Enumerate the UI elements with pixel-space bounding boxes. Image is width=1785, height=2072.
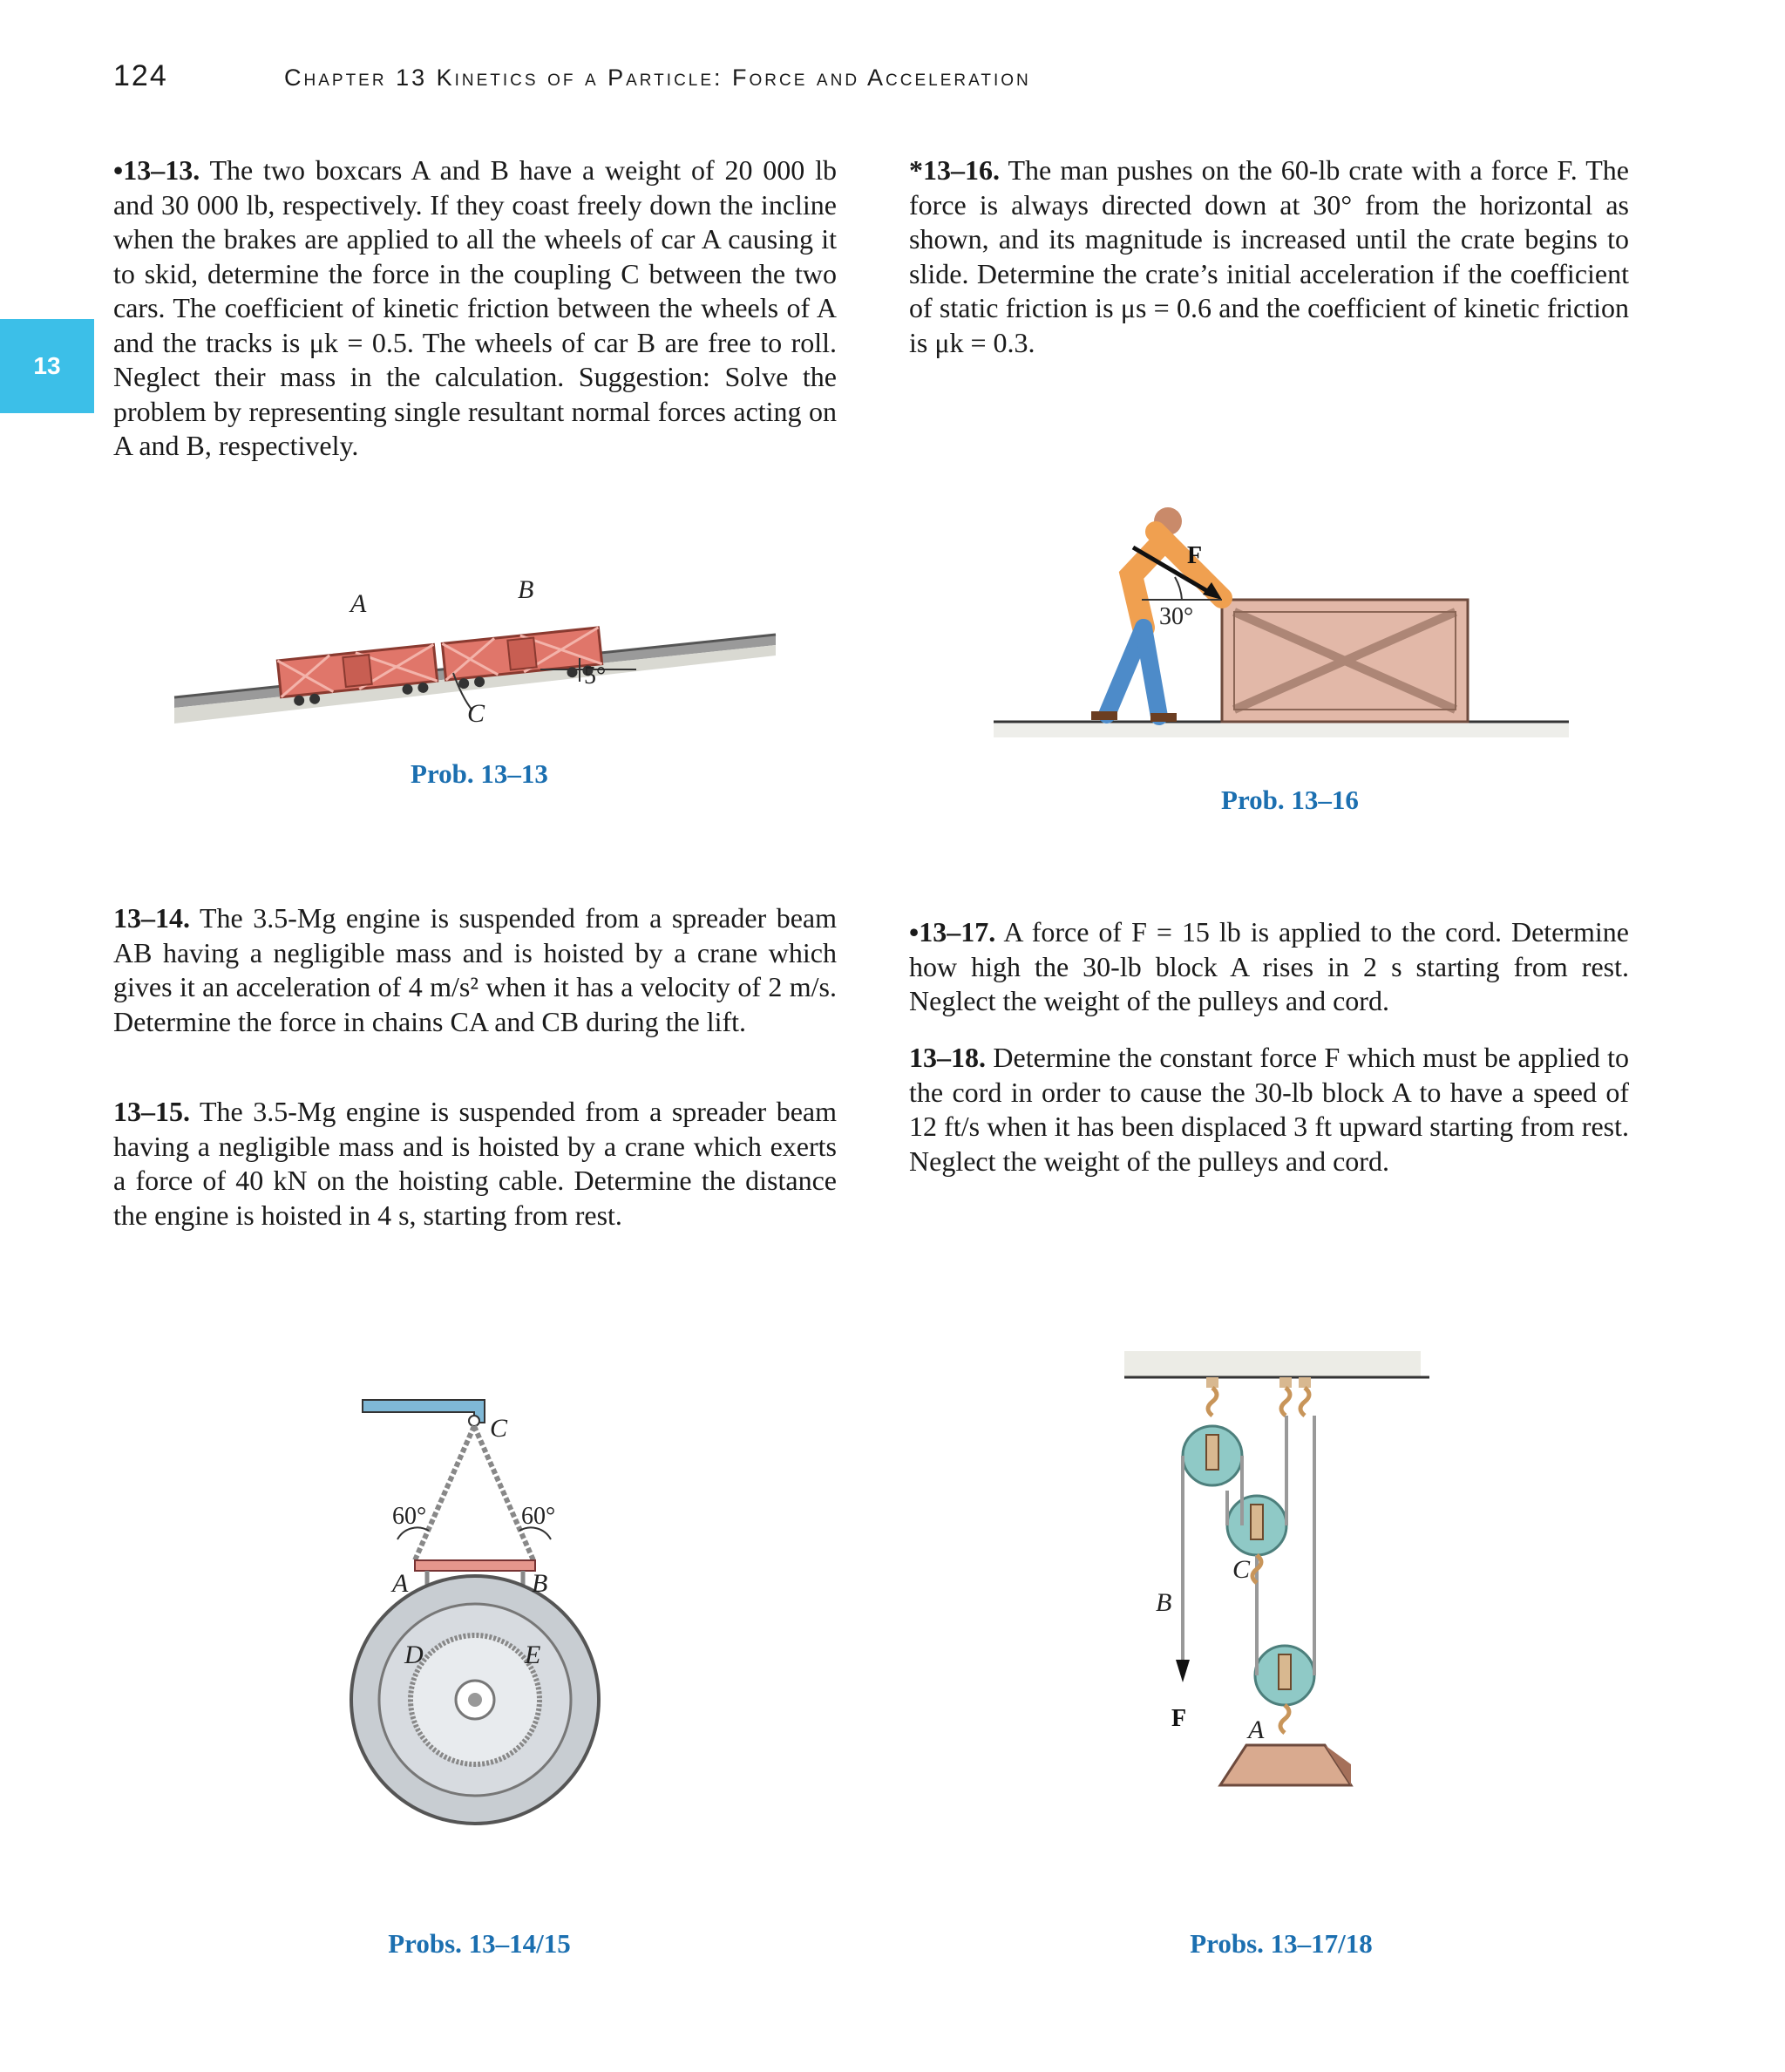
problem-13-13 [113,153,837,464]
problem-text: The man pushes on the 60-lb crate with a force F. The force is always directed down at 30° from the horizontal as shown, and its magnitude is increased until the crate begins to slide. Determine the crate’s initial acceleration if the coefficient of static friction is μs = 0.6 and the coefficient of kinetic friction is μk = 0.3. [909,154,1630,358]
label-c: C [1232,1555,1251,1584]
chapter-title: Chapter 13 Kinetics of a Particle: Force and Acceleration [284,65,1031,91]
crate-figure [994,497,1569,758]
angle-left: 60° [392,1503,427,1530]
caption-13-14-15: Probs. 13–14/15 [388,1928,571,1959]
engine-figure [331,1386,610,1839]
page-number: 124 [113,59,168,92]
problem-text: The 3.5-Mg engine is suspended from a spreader beam AB having a negligible mass and is hoisted by a crane which gives it an acceleration of 4 m/s² when it has a velocity of 2 m/s. Determine the force in chains CA and CB during the lift. [113,902,838,1037]
problem-number: •13–17. [909,916,996,948]
chapter-tab: 13 [0,319,94,413]
label-e: E [525,1641,541,1669]
problem-13-18 [909,1041,1629,1179]
problem-number: 13–14. [113,902,190,934]
problem-number: 13–15. [113,1096,190,1127]
problem-number: 13–18. [909,1042,986,1073]
angle-label: 30° [1159,603,1194,630]
problem-13-17 [909,915,1629,1019]
label-b: B [532,1569,548,1598]
problem-text: The 3.5-Mg engine is suspended from a spreader beam having a negligible mass and is hoisted by a crane which exerts a force of 40 kN on the hoisting cable. Determine the distance the engine is hoisted in 4 s, starting from rest. [113,1096,838,1231]
label-f: F [1171,1705,1187,1732]
angle-label: 5° [584,662,607,690]
caption-13-16: Prob. 13–16 [1221,785,1359,815]
label-c: C [467,699,485,728]
spreader-beam [415,1560,535,1571]
problem-13-14 [113,901,837,1039]
problem-13-15 [113,1095,837,1233]
label-b: B [518,575,534,604]
label-a: A [350,589,367,618]
problem-text: The two boxcars A and B have a weight of 20 000 lb and 30 000 lb, respectively. If they coast freely down the incline when the brakes are applied to all the wheels of car A causing it to skid, determine the force in the coupling C between the two cars. The coefficient of kinetic friction between the wheels of A and the tracks is μk = 0.5. The wheels of car B are free to roll. Neglect their mass in the calculation. Suggestion: Solve the problem by representing single resultant normal forces acting on A and B, respectively. [113,154,838,461]
label-a: A [1248,1715,1265,1744]
label-c: C [490,1414,508,1443]
label-d: D [404,1641,424,1669]
label-b: B [1156,1588,1172,1617]
force-label: F [1187,542,1203,569]
problem-text: A force of F = 15 lb is applied to the cord. Determine how high the 30-lb block A rises in 2 s starting from rest. Neglect the weight of the pulleys and cord. [909,916,1630,1016]
man [1091,507,1222,722]
problem-number: •13–13. [113,154,200,186]
problem-number: *13–16. [909,154,1000,186]
caption-13-13: Prob. 13–13 [411,758,548,789]
label-a: A [392,1569,409,1598]
caption-13-17-18: Probs. 13–17/18 [1190,1928,1373,1959]
pulley-figure [1116,1351,1447,1883]
angle-right: 60° [521,1503,556,1530]
problem-13-16 [909,153,1629,360]
problem-text: Determine the constant force F which must be applied to the cord in order to cause the 30-lb block A to have a speed of 12 ft/s when it has been displaced 3 ft upward starting from rest. Neglect the weight of the pulleys and cord. [909,1042,1630,1177]
boxcar-figure [166,575,793,732]
